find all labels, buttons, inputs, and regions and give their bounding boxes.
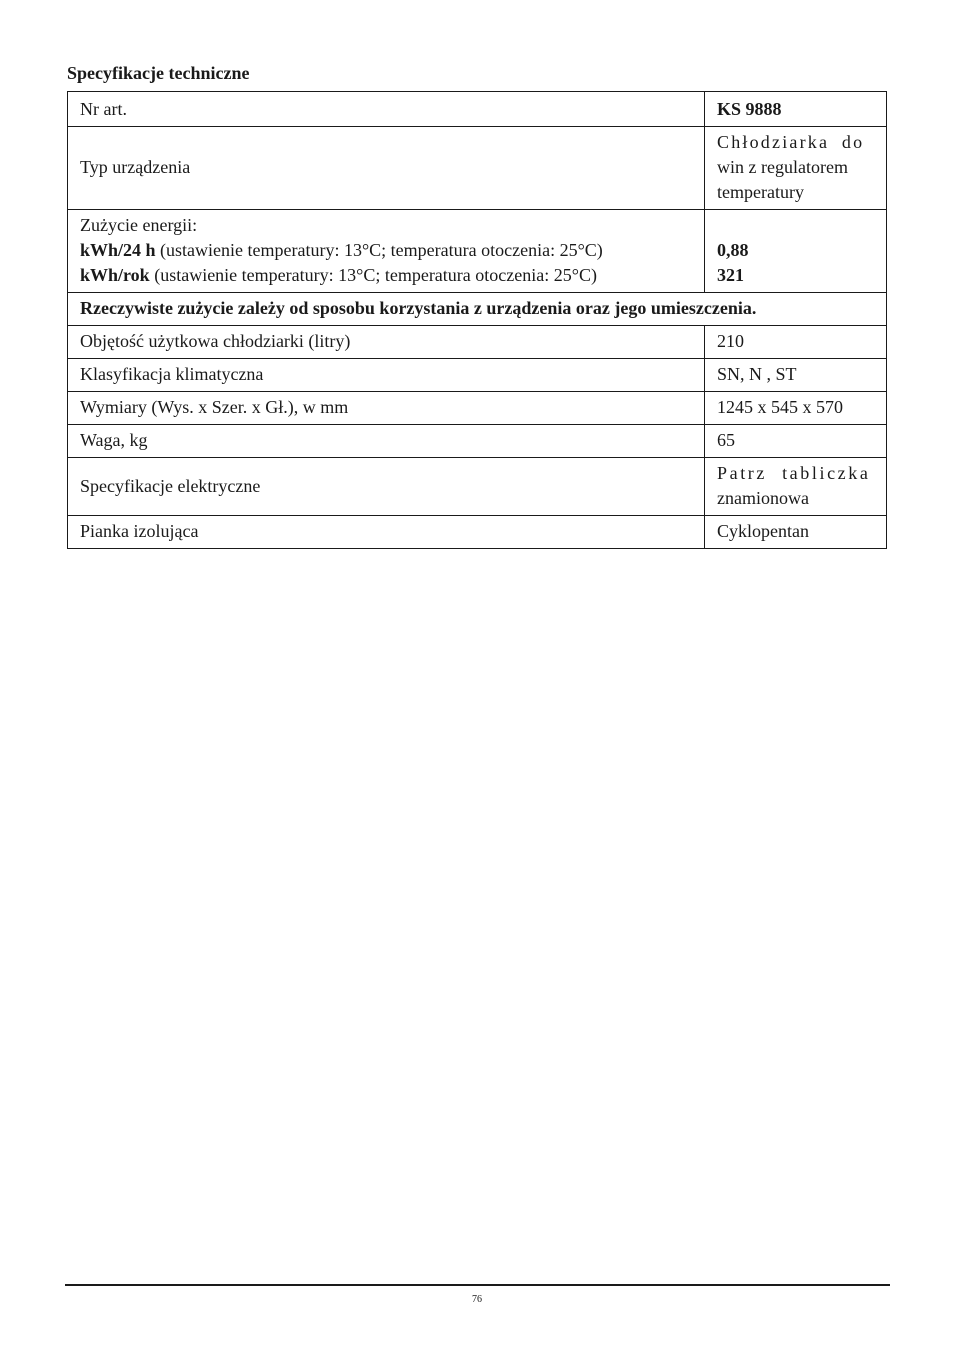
value-cell (705, 458, 887, 516)
table-row-insulation (68, 516, 887, 549)
label-cell: Klasyfikacja klimatyczna (68, 359, 705, 392)
section-title: Specyfikacje techniczne (67, 63, 250, 83)
page-number: 76 (472, 1294, 482, 1305)
unit-label: kWh/24 h (80, 240, 156, 260)
energy-line-yearly (80, 263, 692, 288)
footer-divider (65, 1284, 890, 1286)
energy-value-yearly: 321 (717, 265, 744, 285)
energy-line-daily (80, 238, 692, 263)
note-cell: Rzeczywiste zużycie zależy od sposobu korzystania z urządzenia oraz jego umieszczenia. (68, 293, 887, 326)
energy-value-daily: 0,88 (717, 240, 749, 260)
label-cell: Nr art. (68, 92, 705, 127)
value-line: Patrz tabliczka (717, 463, 871, 483)
table-row-dimensions (68, 392, 887, 425)
table-row-climate (68, 359, 887, 392)
table-row-volume (68, 326, 887, 359)
label-cell (68, 210, 705, 293)
value-cell: 65 (705, 425, 887, 458)
value-cell: 210 (705, 326, 887, 359)
value-line: znamionowa (717, 488, 809, 508)
value-line: win z regulatorem (717, 157, 848, 177)
value-cell: KS 9888 (705, 92, 887, 127)
table-row-weight (68, 425, 887, 458)
label-cell: Waga, kg (68, 425, 705, 458)
table-row-article (68, 92, 887, 127)
label-cell: Pianka izolująca (68, 516, 705, 549)
value-cell (705, 210, 887, 293)
value-cell: SN, N , ST (705, 359, 887, 392)
value-cell: Cyklopentan (705, 516, 887, 549)
label-cell: Objętość użytkowa chłodziarki (litry) (68, 326, 705, 359)
table-row-note (68, 293, 887, 326)
energy-heading: Zużycie energii: (80, 215, 198, 235)
value-cell (705, 127, 887, 210)
value-line: Chłodziarka do (717, 132, 865, 152)
spec-table (67, 91, 887, 549)
table-row-energy (68, 210, 887, 293)
label-cell: Specyfikacje elektryczne (68, 458, 705, 516)
table-row-device-type (68, 127, 887, 210)
value-cell: 1245 x 545 x 570 (705, 392, 887, 425)
energy-values (717, 213, 874, 288)
value-line: temperatury (717, 182, 804, 202)
unit-label: kWh/rok (80, 265, 150, 285)
condition-text: (ustawienie temperatury: 13°C; temperatura otoczenia: 25°C) (155, 240, 603, 260)
table-row-electrical (68, 458, 887, 516)
condition-text: (ustawienie temperatury: 13°C; temperatura otoczenia: 25°C) (149, 265, 597, 285)
label-cell: Typ urządzenia (68, 127, 705, 210)
label-cell: Wymiary (Wys. x Szer. x Gł.), w mm (68, 392, 705, 425)
